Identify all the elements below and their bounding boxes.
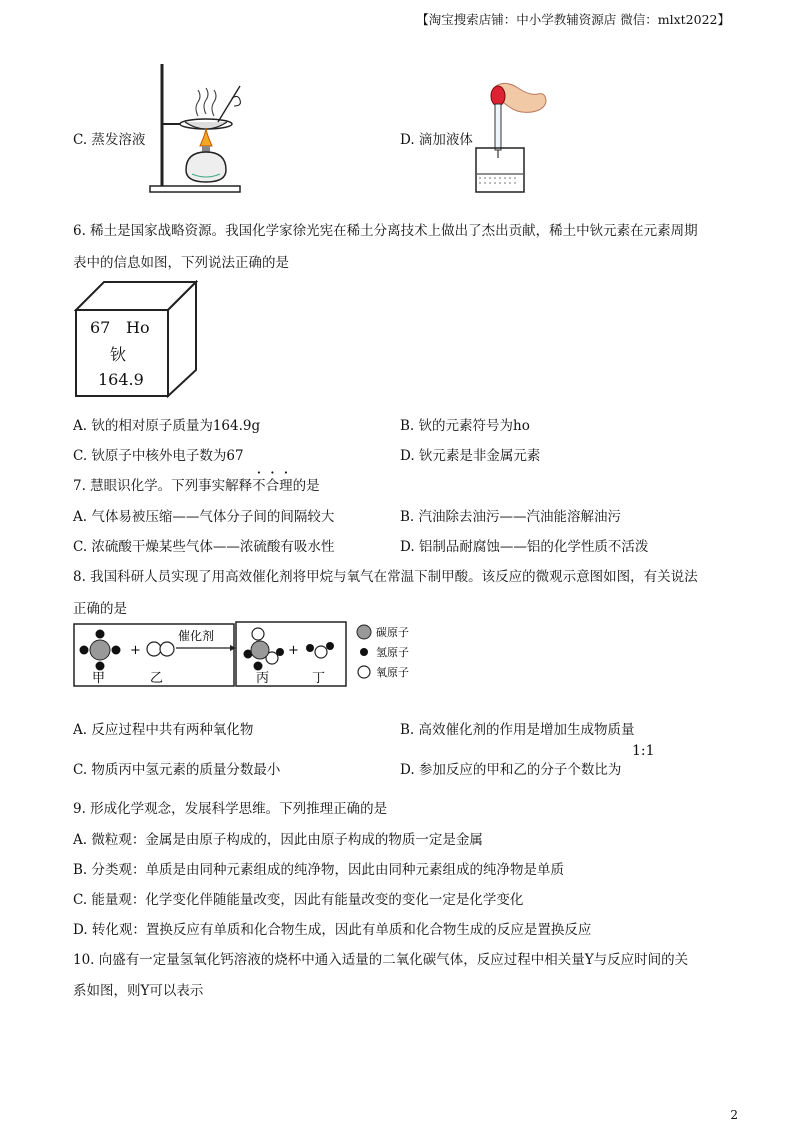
q6-stem-line2: 表中的信息如图，下列说法正确的是	[73, 255, 289, 271]
q7-option-a: A. 气体易被压缩——气体分子间的间隔较大	[73, 509, 335, 525]
q7-emphasis-char: 合	[265, 478, 280, 494]
page-header: 【淘宝搜索店铺：中小学教辅资源店 微信：mlxt2022】	[416, 12, 730, 27]
q7-stem	[73, 474, 320, 494]
element-atomic-mass: 164.9	[98, 370, 144, 389]
element-name: 钬	[110, 345, 127, 364]
catalyst-label: 催化剂	[178, 629, 215, 643]
element-atomic-number: 67	[90, 318, 111, 337]
plus-sign: +	[288, 643, 299, 658]
element-info-cube	[74, 280, 198, 398]
q6-option-a: A. 钬的相对原子质量为164.9g	[73, 418, 261, 434]
q7-option-c: C. 浓硫酸干燥某些气体——浓硫酸有吸水性	[73, 539, 335, 555]
q9-option-b: B. 分类观：单质是由同种元素组成的纯净物，因此由同种元素组成的纯净物是单质	[73, 862, 565, 878]
q8-option-b: B. 高效催化剂的作用是增加生成物质量	[400, 722, 635, 738]
q6-option-c: C. 钬原子中核外电子数为67	[73, 448, 244, 464]
q7-stem-before: 7. 慧眼识化学。下列事实解释	[73, 478, 253, 494]
element-symbol: Ho	[126, 318, 150, 337]
q5-option-d: D. 滴加液体	[400, 132, 473, 148]
q6-option-d: D. 钬元素是非金属元素	[400, 448, 541, 464]
q9-option-c: C. 能量观：化学变化伴随能量改变，因此有能量改变的变化一定是化学变化	[73, 892, 524, 908]
plus-sign: +	[130, 643, 141, 658]
q9-option-a: A. 微粒观：金属是由原子构成的，因此由原子构成的物质一定是金属	[73, 832, 483, 848]
q8-stem-line2: 正确的是	[73, 601, 127, 617]
q7-option-d: D. 铝制品耐腐蚀——铝的化学性质不活泼	[400, 539, 649, 555]
q8-option-c: C. 物质丙中氢元素的质量分数最小	[73, 762, 281, 778]
label-bing: 丙	[256, 671, 270, 686]
legend-carbon: 碳原子	[376, 626, 409, 639]
legend-hydrogen: 氢原子	[376, 646, 409, 659]
q8-stem-line1: 8. 我国科研人员实现了用高效催化剂将甲烷与氧气在常温下制甲酸。该反应的微观示意图如图，有关说法	[73, 569, 698, 585]
q8-option-a: A. 反应过程中共有两种氧化物	[73, 722, 254, 738]
q10-stem-line2: 系如图，则Y可以表示	[73, 983, 204, 999]
q7-emphasis-char: 理	[279, 478, 293, 494]
q7-emphasis-char: 不	[252, 478, 266, 494]
page-number: 2	[730, 1108, 738, 1122]
legend-oxygen: 氧原子	[376, 666, 409, 679]
label-jia: 甲	[92, 671, 106, 686]
q9-option-d: D. 转化观：置换反应有单质和化合物生成，因此有单质和化合物生成的反应是置换反应	[73, 922, 592, 938]
q5-option-c: C. 蒸发溶液	[73, 132, 146, 148]
q7-stem-after: 的是	[292, 478, 320, 494]
q9-stem: 9. 形成化学观念，发展科学思维。下列推理正确的是	[73, 801, 388, 817]
q7-option-b: B. 汽油除去油污——汽油能溶解油污	[400, 509, 622, 525]
evaporation-apparatus-figure	[140, 58, 250, 198]
label-yi: 乙	[150, 671, 164, 686]
label-ding: 丁	[312, 671, 326, 686]
q8-option-d: D. 参加反应的甲和乙的分子个数比为	[400, 762, 622, 778]
q6-option-b: B. 钬的元素符号为ho	[400, 418, 530, 434]
q10-stem-line1: 10. 向盛有一定量氢氧化钙溶液的烧杯中通入适量的二氧化碳气体，反应过程中相关量Y与反应时间的关	[73, 952, 689, 968]
reaction-micro-diagram	[72, 618, 432, 690]
q8-option-d-ratio: 1:1	[632, 743, 655, 759]
dropper-beaker-figure	[470, 78, 550, 198]
q6-stem-line1: 6. 稀土是国家战略资源。我国化学家徐光宪在稀土分离技术上做出了杰出贡献，稀土中钬元素在元素周期	[73, 223, 698, 239]
